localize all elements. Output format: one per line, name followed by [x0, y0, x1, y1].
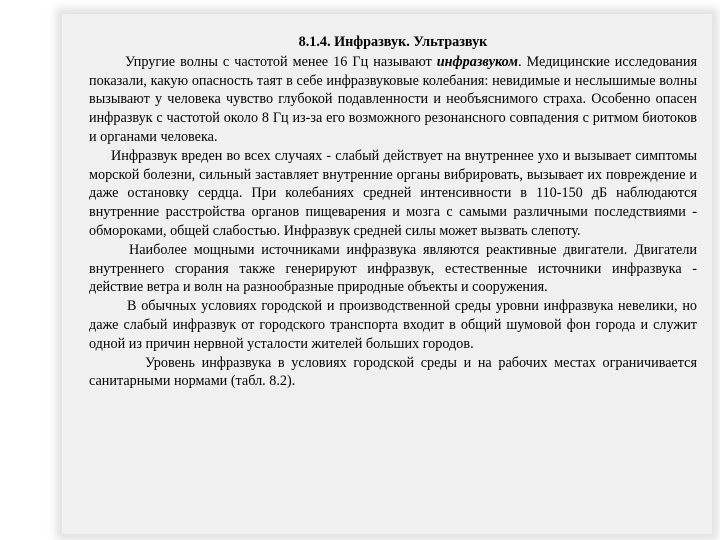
paragraph-5: Уровень инфразвука в условиях городской среды и на рабочих местах ограничивается санитарными нормами (табл. 8.2).	[89, 354, 697, 390]
section-heading: 8.1.4. Инфразвук. Ультразвук	[298, 34, 488, 50]
document-text	[89, 33, 697, 391]
paragraph-4: В обычных условиях городской и производственной среды уровни инфразвука невелики, но даже слабый инфразвук от городского транспорта входит в общий шумовой фон города и служит одной из причин нервной усталости жителей больших городов.	[89, 298, 697, 352]
term-infrasound: инфразвуком	[436, 53, 518, 70]
paragraph-1	[89, 53, 697, 147]
paragraph-3: Наиболее мощными источниками инфразвука являются реактивные двигатели. Двигатели внутреннего сгорания также генерируют инфразвук, естественные источники инфразвука - действие ветра и волн на разнообразные природные объекты и сооружения.	[89, 241, 697, 296]
paragraph-1-rest: . Медицинские исследования показали, какую опасность таят в себе инфразвуковые колебания: невидимые и неслышимые волны вызывают у человека чувство глубокой подавленности и необъяснимого страха. Особенно опасен инфразвук с частотой около 8 Гц из-за его возможного резонансного совпадения с ритмом биотоков и органами человека.	[89, 53, 697, 145]
paragraph-1-start: Упругие волны с частотой менее 16 Гц называют	[125, 53, 437, 70]
paragraph-2: Инфразвук вреден во всех случаях - слабый действует на внутреннее ухо и вызывает симптомы морской болезни, сильный заставляет внутренние органы вибрировать, вызывает их повреждение и даже остановку сердца. При колебаниях средней интенсивности в 110-150 дБ наблюдаются внутренние расстройства органов пищеварения и мозга с самыми различными последствиями - обмороками, общей слабостью. Инфразвук средней силы может вызвать слепоту.	[89, 147, 697, 239]
